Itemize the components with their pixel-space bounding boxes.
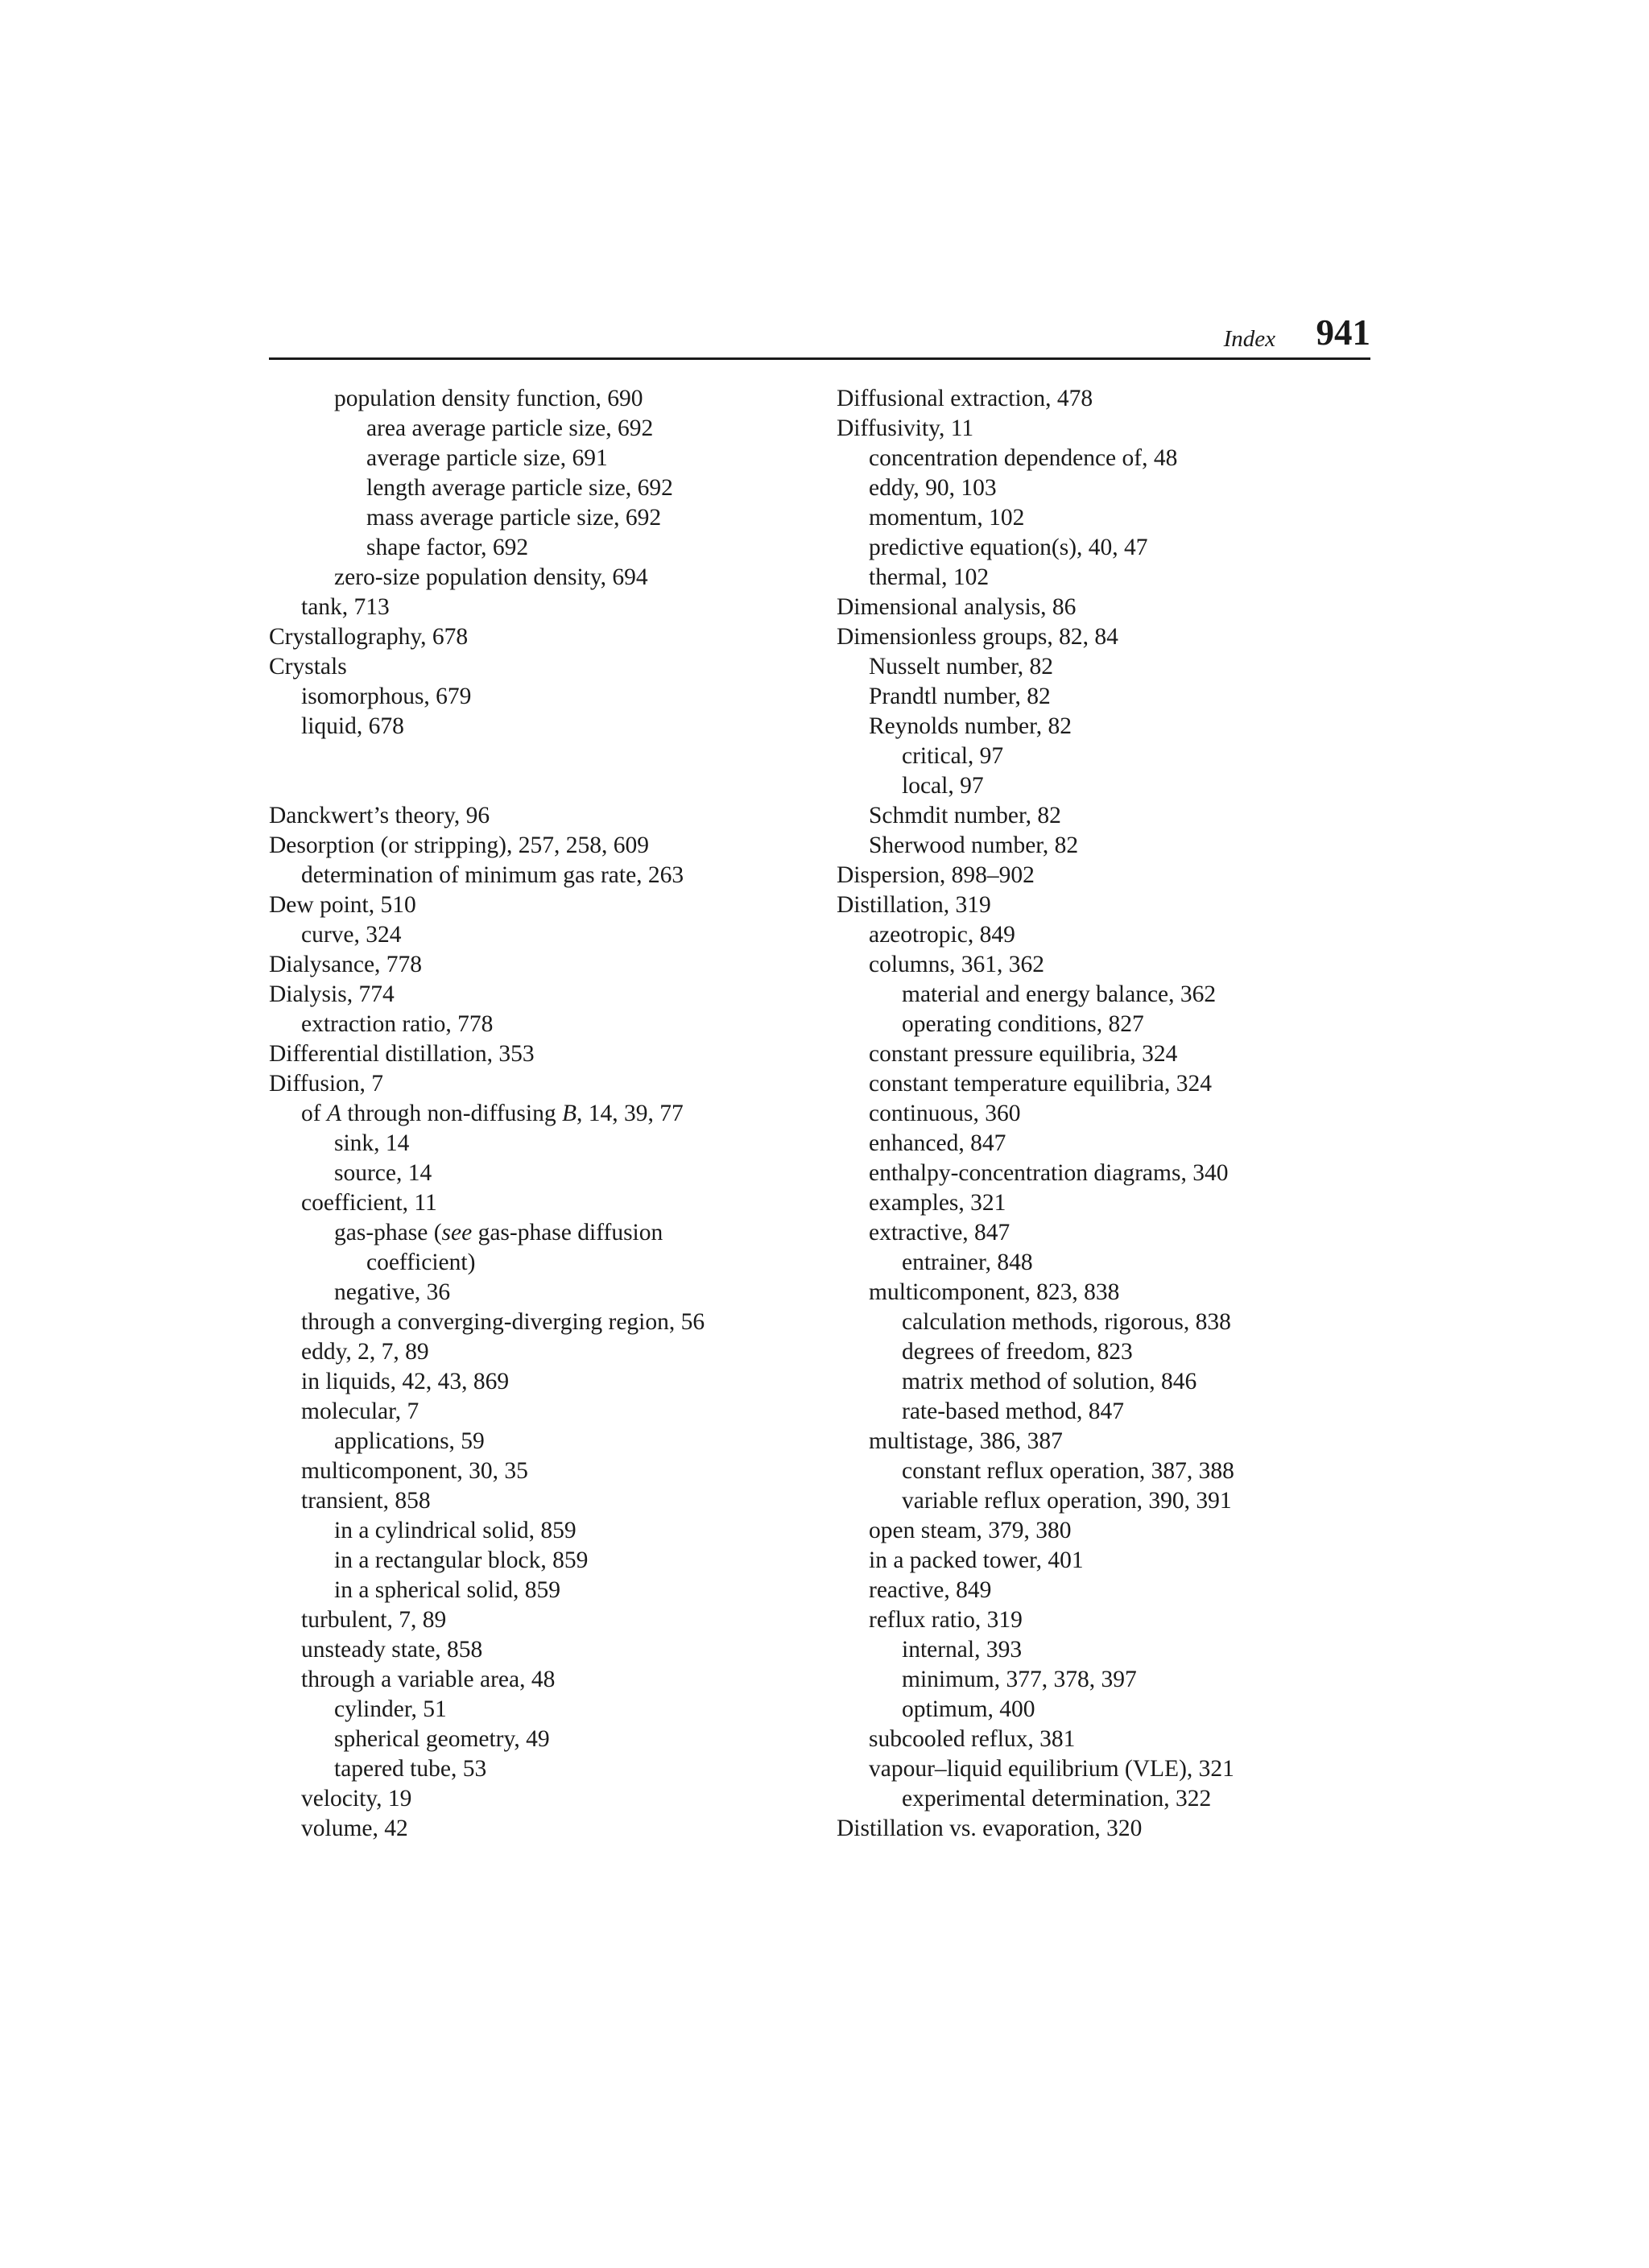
index-spacer — [269, 771, 824, 801]
index-entry: Distillation vs. evaporation, 320 — [837, 1816, 1143, 1841]
index-entry: constant pressure equilibria, 324 — [869, 1041, 1178, 1067]
index-entry: constant reflux operation, 387, 388 — [902, 1458, 1234, 1484]
index-entry: isomorphous, 679 — [301, 684, 472, 709]
index-entry: applications, 59 — [334, 1428, 485, 1454]
index-entry: internal, 393 — [902, 1637, 1023, 1663]
index-entry: mass average particle size, 692 — [366, 505, 662, 531]
index-entry: molecular, 7 — [301, 1398, 419, 1424]
index-entry: operating conditions, 827 — [902, 1011, 1144, 1037]
index-entry: velocity, 19 — [301, 1786, 412, 1812]
index-entry: enhanced, 847 — [869, 1130, 1006, 1156]
index-entry: Sherwood number, 82 — [869, 832, 1079, 858]
index-entry: predictive equation(s), 40, 47 — [869, 535, 1148, 560]
index-entry: zero-size population density, 694 — [334, 564, 648, 590]
index-entry: turbulent, 7, 89 — [301, 1607, 447, 1633]
index-entry: local, 97 — [902, 773, 984, 799]
index-entry: examples, 321 — [869, 1190, 1006, 1216]
index-entry: continuous, 360 — [869, 1101, 1021, 1126]
index-entry: Diffusional extraction, 478 — [837, 386, 1093, 411]
index-entry: azeotropic, 849 — [869, 922, 1015, 948]
index-entry: experimental determination, 322 — [902, 1786, 1212, 1812]
index-spacer — [269, 742, 824, 771]
index-entry: in liquids, 42, 43, 869 — [301, 1369, 510, 1394]
index-entry-segment: B — [561, 1101, 577, 1126]
index-entry: reactive, 849 — [869, 1577, 992, 1603]
index-entry: in a rectangular block, 859 — [334, 1547, 589, 1573]
index-entry: Crystallography, 678 — [269, 624, 469, 650]
running-head-label: Index — [1223, 326, 1275, 352]
index-entry: rate-based method, 847 — [902, 1398, 1125, 1424]
index-entry: Schmdit number, 82 — [869, 803, 1061, 828]
index-entry — [269, 1099, 824, 1129]
index-entry: liquid, 678 — [301, 713, 404, 739]
index-entry: coefficient, 11 — [301, 1190, 437, 1216]
index-entry: spherical geometry, 49 — [334, 1726, 550, 1752]
index-entry-segment: of — [301, 1101, 327, 1126]
index-entry: tank, 713 — [301, 594, 390, 620]
index-entry: coefficient) — [366, 1250, 476, 1275]
index-entry: Danckwert’s theory, 96 — [269, 803, 490, 828]
index-entry: determination of minimum gas rate, 263 — [301, 862, 684, 888]
index-entry: thermal, 102 — [869, 564, 990, 590]
index-entry: multicomponent, 30, 35 — [301, 1458, 528, 1484]
index-entry: eddy, 2, 7, 89 — [301, 1339, 429, 1365]
index-entry: open steam, 379, 380 — [869, 1518, 1072, 1543]
index-entry: Crystals — [269, 654, 347, 680]
index-entry: minimum, 377, 378, 397 — [902, 1667, 1137, 1692]
index-entry: Dialysance, 778 — [269, 952, 423, 977]
index-entry: source, 14 — [334, 1160, 432, 1186]
index-entry: transient, 858 — [301, 1488, 431, 1514]
index-entry: Diffusion, 7 — [269, 1071, 384, 1097]
index-entry-segment: gas-phase ( — [334, 1220, 442, 1246]
index-entry: Dew point, 510 — [269, 892, 416, 918]
index-entry: eddy, 90, 103 — [869, 475, 997, 501]
index-entry: in a packed tower, 401 — [869, 1547, 1084, 1573]
index-entry: extractive, 847 — [869, 1220, 1010, 1246]
index-entry: Distillation, 319 — [837, 892, 991, 918]
index-entry: Dispersion, 898–902 — [837, 862, 1035, 888]
index-entry: multistage, 386, 387 — [869, 1428, 1063, 1454]
index-column-right — [837, 384, 1370, 1844]
index-entry: critical, 97 — [902, 743, 1004, 769]
index-entry: Desorption (or stripping), 257, 258, 609 — [269, 832, 649, 858]
index-entry: columns, 361, 362 — [869, 952, 1044, 977]
index-entry: population density function, 690 — [334, 386, 643, 411]
page-number: 941 — [1316, 312, 1370, 353]
index-entry: Dialysis, 774 — [269, 981, 395, 1007]
index-entry: momentum, 102 — [869, 505, 1025, 531]
index-entry: through a converging-diverging region, 56 — [301, 1309, 705, 1335]
index-entry: in a spherical solid, 859 — [334, 1577, 561, 1603]
index-entry: Differential distillation, 353 — [269, 1041, 535, 1067]
index-entry: material and energy balance, 362 — [902, 981, 1217, 1007]
index-entry: Reynolds number, 82 — [869, 713, 1072, 739]
index-entry-segment: , 14, 39, 77 — [576, 1101, 684, 1126]
index-entry-segment: gas-phase diffusion — [472, 1220, 663, 1246]
index-entry-segment: A — [326, 1101, 341, 1126]
running-head — [269, 312, 1370, 356]
index-entry: entrainer, 848 — [902, 1250, 1033, 1275]
index-entry: reflux ratio, 319 — [869, 1607, 1023, 1633]
index-entry: average particle size, 691 — [366, 445, 608, 471]
index-entry: constant temperature equilibria, 324 — [869, 1071, 1212, 1097]
header-rule — [269, 357, 1370, 360]
index-entry-segment: see — [441, 1220, 473, 1246]
index-entry: cylinder, 51 — [334, 1696, 447, 1722]
index-entry: Nusselt number, 82 — [869, 654, 1054, 680]
index-entry: matrix method of solution, 846 — [902, 1369, 1197, 1394]
index-entry — [269, 1218, 824, 1248]
index-entry: degrees of freedom, 823 — [902, 1339, 1133, 1365]
index-entry: vapour–liquid equilibrium (VLE), 321 — [869, 1756, 1234, 1782]
index-entry: tapered tube, 53 — [334, 1756, 487, 1782]
index-entry: area average particle size, 692 — [366, 415, 654, 441]
index-entry: negative, 36 — [334, 1279, 451, 1305]
index-entry: in a cylindrical solid, 859 — [334, 1518, 577, 1543]
index-entry: length average particle size, 692 — [366, 475, 673, 501]
index-entry: curve, 324 — [301, 922, 402, 948]
index-entry: extraction ratio, 778 — [301, 1011, 494, 1037]
index-entry: enthalpy-concentration diagrams, 340 — [869, 1160, 1229, 1186]
index-column-left — [269, 384, 824, 1844]
index-entry: variable reflux operation, 390, 391 — [902, 1488, 1232, 1514]
index-entry: through a variable area, 48 — [301, 1667, 556, 1692]
index-entry: Dimensionless groups, 82, 84 — [837, 624, 1118, 650]
index-entry-segment: through non-diffusing — [341, 1101, 562, 1126]
index-entry: multicomponent, 823, 838 — [869, 1279, 1120, 1305]
index-entry: unsteady state, 858 — [301, 1637, 483, 1663]
index-entry: volume, 42 — [301, 1816, 408, 1841]
index-entry: sink, 14 — [334, 1130, 410, 1156]
index-entry: subcooled reflux, 381 — [869, 1726, 1076, 1752]
index-entry: concentration dependence of, 48 — [869, 445, 1178, 471]
index-entry: Diffusivity, 11 — [837, 415, 974, 441]
index-entry: calculation methods, rigorous, 838 — [902, 1309, 1231, 1335]
index-entry: optimum, 400 — [902, 1696, 1035, 1722]
index-entry: Dimensional analysis, 86 — [837, 594, 1077, 620]
index-entry: shape factor, 692 — [366, 535, 529, 560]
index-entry: Prandtl number, 82 — [869, 684, 1051, 709]
